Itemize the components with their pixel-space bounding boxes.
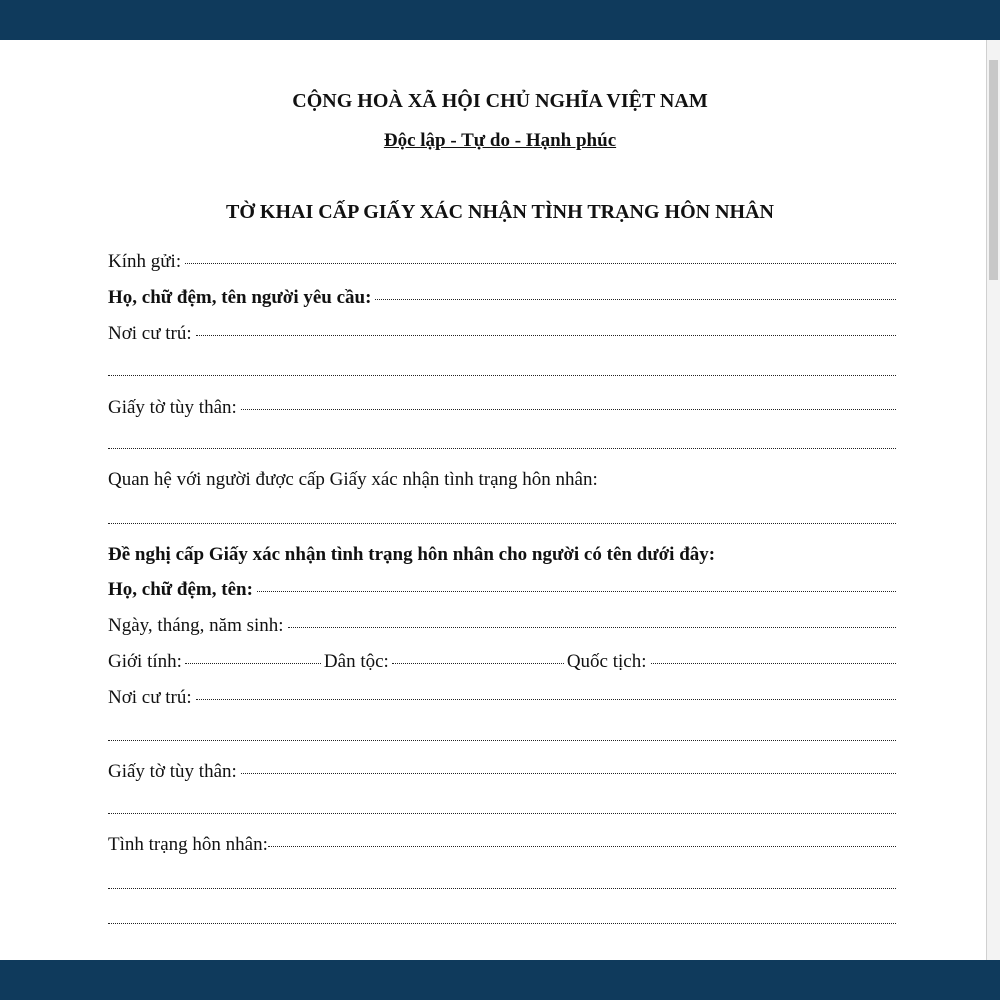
requester-residence-label: Nơi cư trú: <box>108 323 192 344</box>
recipient-field[interactable] <box>108 249 896 275</box>
scrollbar-thumb[interactable] <box>989 60 998 280</box>
recipient-label: Kính gửi: <box>108 251 182 272</box>
subject-nationality-fill-line[interactable] <box>651 662 896 664</box>
recipient-fill-line[interactable] <box>185 262 896 264</box>
relation-fill-line[interactable] <box>108 523 896 524</box>
subject-name-fill-line[interactable] <box>257 590 896 592</box>
subject-dob-fill-line[interactable] <box>288 626 896 628</box>
motto-heading: Độc lập - Tự do - Hạnh phúc <box>383 130 617 151</box>
subject-gender-fill-line[interactable] <box>185 662 321 664</box>
subject-name-label: Họ, chữ đệm, tên: <box>108 579 253 600</box>
subject-ethnicity-label: Dân tộc: <box>323 651 389 672</box>
subject-demographics-field[interactable] <box>108 649 896 675</box>
request-statement-text: Đề nghị cấp Giấy xác nhận tình trạng hôn nhân cho người có tên dưới đây: <box>108 544 716 565</box>
subject-residence-field[interactable] <box>108 685 896 711</box>
requester-id-fill-line[interactable] <box>241 408 896 410</box>
subject-id-extra-line[interactable] <box>108 813 896 814</box>
requester-residence-fill-line[interactable] <box>196 334 896 336</box>
subject-id-field[interactable] <box>108 759 896 785</box>
requester-name-label: Họ, chữ đệm, tên người yêu cầu: <box>108 287 372 308</box>
request-statement <box>108 542 896 568</box>
relation-field[interactable] <box>108 467 896 493</box>
country-heading: CỘNG HOÀ XÃ HỘI CHỦ NGHĨA VIỆT NAM <box>292 90 708 112</box>
requester-name-field[interactable] <box>108 285 896 311</box>
requester-id-field[interactable] <box>108 395 896 421</box>
top-banner <box>0 0 1000 40</box>
marital-status-label: Tình trạng hôn nhân: <box>108 834 268 855</box>
requester-name-fill-line[interactable] <box>375 298 896 300</box>
subject-residence-label: Nơi cư trú: <box>108 687 192 708</box>
form-page <box>0 40 985 960</box>
marital-status-extra-line-1[interactable] <box>108 888 896 889</box>
subject-ethnicity-fill-line[interactable] <box>392 662 564 664</box>
subject-residence-extra-line[interactable] <box>108 740 896 741</box>
subject-name-field[interactable] <box>108 577 896 603</box>
marital-status-field[interactable] <box>108 832 896 858</box>
form-title: TỜ KHAI CẤP GIẤY XÁC NHẬN TÌNH TRẠNG HÔN NHÂN <box>225 201 774 223</box>
requester-residence-field[interactable] <box>108 321 896 347</box>
subject-dob-label: Ngày, tháng, năm sinh: <box>108 615 284 636</box>
subject-residence-fill-line[interactable] <box>196 698 896 700</box>
marital-status-fill-line[interactable] <box>268 845 896 847</box>
relation-label: Quan hệ với người được cấp Giấy xác nhận tình trạng hôn nhân: <box>108 469 598 490</box>
subject-nationality-label: Quốc tịch: <box>566 651 647 672</box>
requester-id-label: Giấy tờ tùy thân: <box>108 397 237 418</box>
subject-dob-field[interactable] <box>108 613 896 639</box>
subject-gender-label: Giới tính: <box>108 651 182 672</box>
requester-id-extra-line[interactable] <box>108 448 896 449</box>
subject-id-fill-line[interactable] <box>241 772 896 774</box>
marital-status-extra-line-2[interactable] <box>108 923 896 924</box>
subject-id-label: Giấy tờ tùy thân: <box>108 761 237 782</box>
requester-residence-extra-line[interactable] <box>108 375 896 376</box>
vertical-scrollbar[interactable] <box>986 40 1000 960</box>
bottom-banner <box>0 960 1000 1000</box>
